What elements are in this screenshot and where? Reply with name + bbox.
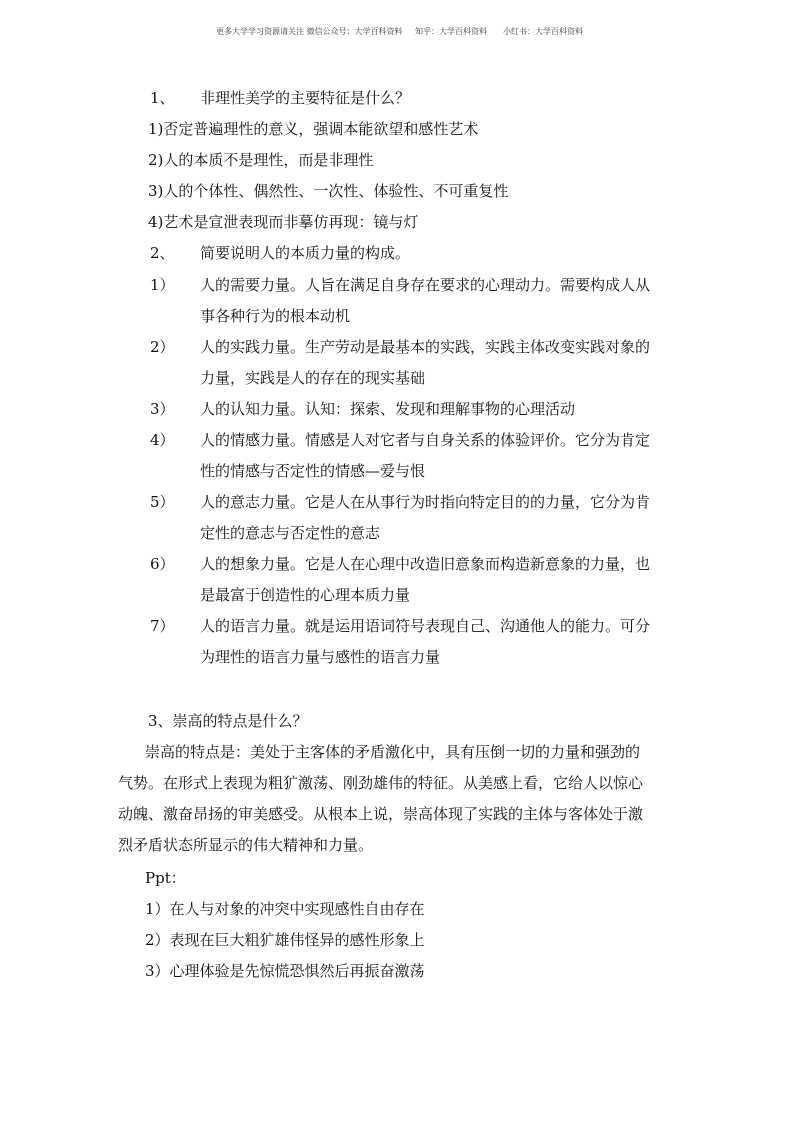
header-zhihu: 知乎：大学百科资料 (415, 27, 487, 36)
header-wechat: 更多大学学习资源请关注 微信公众号：大学百科资料 (216, 27, 403, 36)
item-text: 人的实践力量。生产劳动是最基本的实践，实践主体改变实践对象的 (200, 338, 651, 356)
item-text: 事各种行为的根本动机 (200, 307, 351, 325)
answer-line: 4)艺术是宣泄表现而非摹仿再现：镜与灯 (148, 213, 419, 231)
ppt-line: 2）表现在巨大粗犷雄伟怪异的感性形象上 (145, 931, 425, 949)
item-text: 是最富于创造性的心理本质力量 (200, 586, 411, 604)
item-number: 4） (150, 431, 175, 449)
item-text: 定性的意志与否定性的意志 (200, 524, 381, 542)
item-text: 力量，实践是人的存在的现实基础 (200, 369, 426, 387)
item-number: 6） (150, 555, 175, 573)
question-title: 简要说明人的本质力量的构成。 (200, 244, 411, 262)
ppt-line: 1）在人与对象的冲突中实现感性自由存在 (145, 900, 425, 918)
item-number: 5） (150, 493, 175, 511)
item-number: 1） (150, 276, 175, 294)
question-number: 2、 (150, 244, 175, 262)
answer-line: 1)否定普遍理性的意义，强调本能欲望和感性艺术 (148, 120, 479, 138)
answer-line: 3)人的个体性、偶然性、一次性、体验性、不可重复性 (148, 182, 509, 200)
question-title: 非理性美学的主要特征是什么？ (200, 89, 411, 107)
ppt-line: 3）心理体验是先惊慌恐惧然后再振奋激荡 (145, 962, 425, 980)
paragraph-line: 烈矛盾状态所显示的伟大精神和力量。 (118, 836, 374, 854)
item-text: 性的情感与否定性的情感—爱与恨 (200, 462, 426, 480)
answer-line: 2)人的本质不是理性，而是非理性 (148, 151, 374, 169)
item-text: 人的需要力量。人旨在满足自身存在要求的心理动力。需要构成人从 (200, 276, 651, 294)
item-text: 为理性的语言力量与感性的语言力量 (200, 648, 441, 666)
item-text: 人的情感力量。情感是人对它者与自身关系的体验评价。它分为肯定 (200, 431, 651, 449)
question-title: 3、崇高的特点是什么？ (148, 712, 308, 730)
paragraph-line: 动魄、激奋昂扬的审美感受。从根本上说，崇高体现了实践的主体与客体处于激 (118, 805, 644, 823)
paragraph-line: 气势。在形式上表现为粗犷激荡、刚劲雄伟的特征。从美感上看，它给人以惊心 (118, 774, 644, 792)
item-number: 2） (150, 338, 175, 356)
item-text: 人的意志力量。它是人在从事行为时指向特定目的的力量，它分为肯 (200, 493, 651, 511)
item-text: 人的想象力量。它是人在心理中改造旧意象而构造新意象的力量，也 (200, 555, 651, 573)
item-number: 7） (150, 617, 175, 635)
header-xiaohongshu: 小红书：大学百科资料 (503, 27, 583, 36)
question-number: 1、 (150, 89, 175, 107)
item-text: 人的认知力量。认知：探索、发现和理解事物的心理活动 (200, 400, 576, 418)
item-number: 3） (150, 400, 175, 418)
ppt-label: Ppt： (145, 869, 186, 887)
paragraph-line: 崇高的特点是：美处于主客体的矛盾激化中，具有压倒一切的力量和强劲的 (145, 743, 641, 761)
item-text: 人的语言力量。就是运用语词符号表现自己、沟通他人的能力。可分 (200, 617, 651, 635)
